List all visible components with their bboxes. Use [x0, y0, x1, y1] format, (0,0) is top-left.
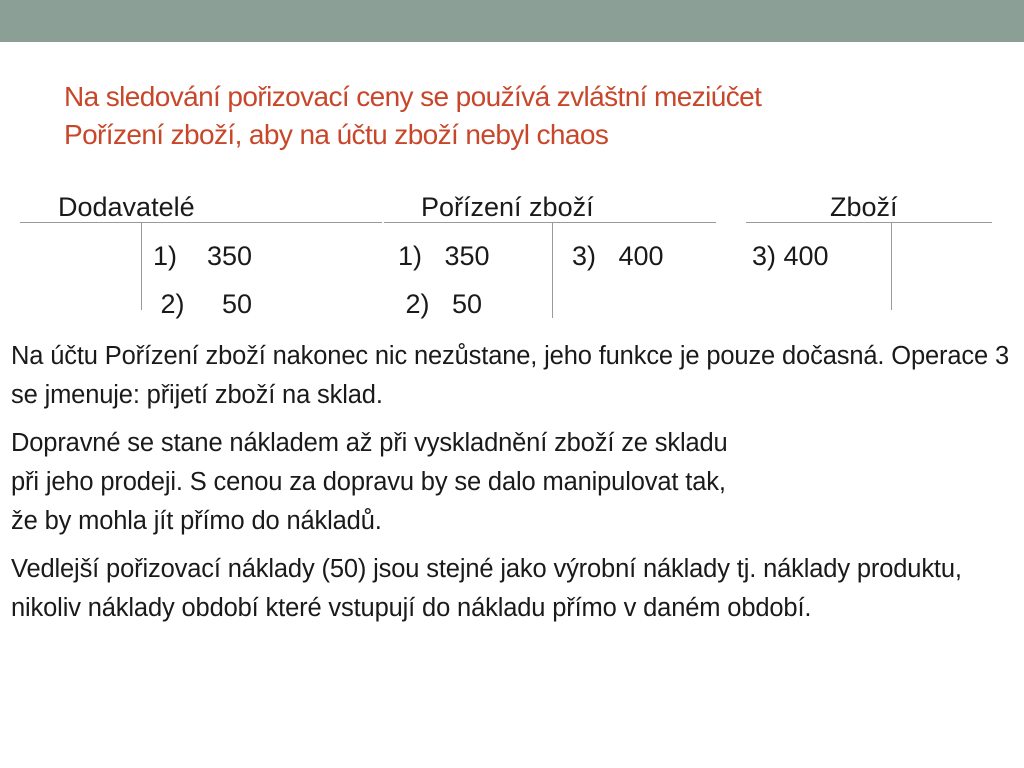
account-name-porizeni-zbozi: Pořízení zboží — [421, 192, 594, 222]
account-name-dodavatele: Dodavatelé — [58, 192, 195, 222]
credit-entry-1: 1) 350 — [153, 241, 253, 271]
slide-title-line-1: Na sledování pořizovací ceny se používá zvláštní meziúčet — [64, 81, 762, 112]
body-paragraph: že by mohla jít přímo do nákladů. — [11, 507, 382, 535]
debit-entry-2: 2) 50 — [398, 289, 483, 319]
credit-entry-2: 2) 50 — [153, 289, 253, 319]
slide-top-bar — [0, 0, 1024, 42]
body-paragraph: Dopravné se stane nákladem až při vyskladnění zboží ze skladu — [11, 429, 728, 457]
t-account-top-line — [746, 222, 992, 223]
debit-entry-1: 1) 350 — [398, 241, 490, 271]
debit-entry-1: 3) 400 — [752, 241, 829, 271]
body-paragraph: Na účtu Pořízení zboží nakonec nic nezůstane, jeho funkce je pouze dočasná. Operace 3 se jmenuje: přijetí zboží na sklad. — [11, 342, 1009, 409]
account-name-zbozi: Zboží — [830, 192, 898, 222]
t-account-top-line — [20, 222, 382, 223]
body-paragraph: Vedlejší pořizovací náklady (50) jsou stejné jako výrobní náklady tj. náklady produktu, nikoliv náklady období které vstupují do nákladu přímo v daném období. — [11, 555, 962, 622]
slide-title — [64, 78, 984, 154]
credit-entry-1: 3) 400 — [572, 241, 664, 271]
slide-body-text — [11, 337, 1021, 637]
t-account-divider — [141, 222, 142, 310]
t-account-top-line — [384, 222, 716, 223]
t-account-divider — [552, 222, 553, 318]
body-paragraph: při jeho prodeji. S cenou za dopravu by se dalo manipulovat tak, — [11, 468, 726, 496]
slide-title-line-2: Pořízení zboží, aby na účtu zboží nebyl chaos — [64, 119, 609, 150]
t-account-divider — [891, 222, 892, 310]
